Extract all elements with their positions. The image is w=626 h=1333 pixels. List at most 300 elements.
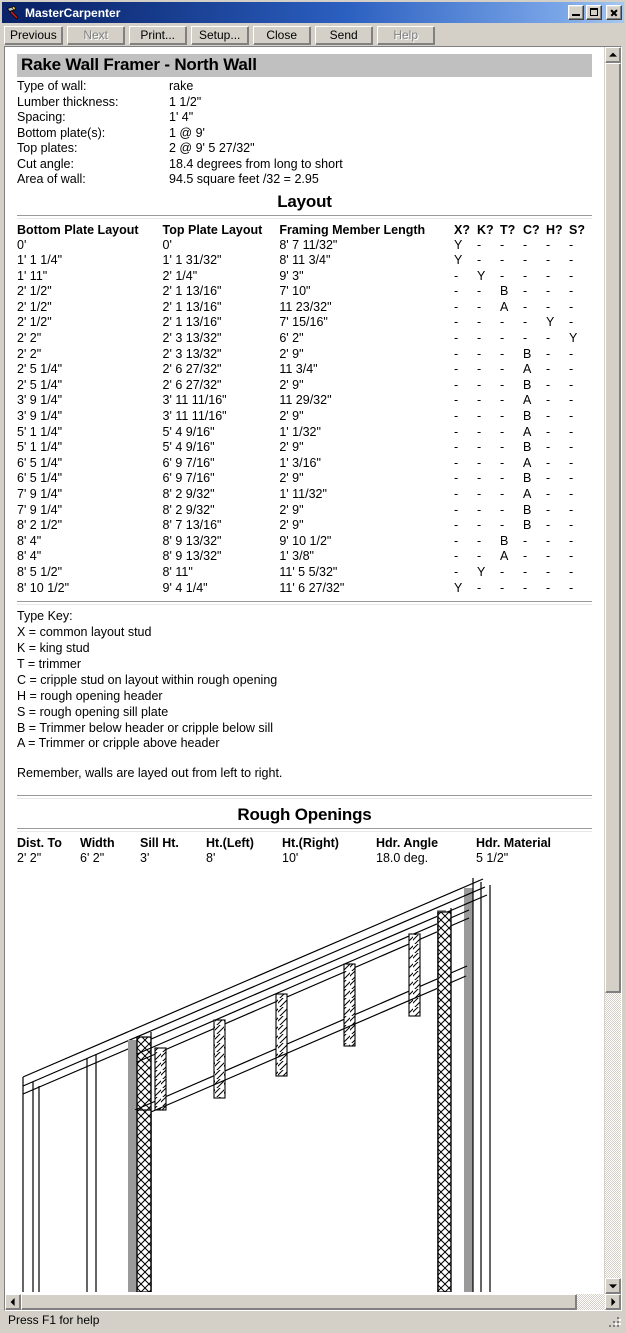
flag-cell: -: [454, 487, 459, 501]
flag-cell: A: [523, 487, 532, 501]
flag-cell: -: [477, 580, 482, 595]
close-button-toolbar[interactable]: Close: [253, 26, 311, 45]
flag-cell: -: [546, 409, 551, 424]
cell-top-plate: 0': [162, 237, 172, 252]
flag-cell: -: [454, 549, 459, 564]
cell-top-plate: 8' 11": [162, 564, 193, 579]
flag-cell: -: [569, 253, 574, 268]
window-controls: [568, 5, 622, 20]
chevron-down-icon: [609, 1284, 617, 1288]
flag-cell: -: [523, 268, 528, 283]
table-row: [17, 269, 592, 285]
flag-cell: -: [546, 440, 551, 455]
cell-bottom-plate: 5' 1 1/4": [17, 424, 63, 439]
type-key-item: B = Trimmer below header or cripple below sill: [17, 720, 274, 735]
cell-flags: [454, 378, 592, 394]
column-header-height-right: Ht.(Right): [282, 836, 339, 851]
resize-grip-icon[interactable]: [608, 1315, 622, 1329]
cell-flags: [454, 347, 592, 363]
flag-cell: -: [546, 362, 551, 377]
minimize-icon: [572, 14, 580, 16]
flag-cell: -: [454, 564, 459, 579]
cell-bottom-plate: 2' 1/2": [17, 299, 52, 314]
flag-cell: -: [523, 299, 528, 314]
cell-height-right: 10': [282, 851, 299, 866]
spec-row: [17, 110, 592, 126]
flag-cell: -: [454, 409, 459, 424]
flag-cell: Y: [546, 315, 555, 330]
cell-flags: [454, 471, 592, 487]
flag-cell: -: [546, 471, 551, 486]
cell-framing-length: 11 29/32": [279, 393, 332, 408]
minimize-button[interactable]: [568, 5, 584, 20]
layout-table-body: [17, 238, 592, 597]
flag-cell: -: [500, 268, 505, 283]
cell-flags: [454, 253, 592, 269]
flag-cell: -: [546, 487, 551, 501]
cell-bottom-plate: 8' 10 1/2": [17, 580, 70, 595]
flag-cell: -: [523, 564, 528, 579]
cell-top-plate: 8' 7 13/16": [162, 518, 222, 533]
cell-framing-length: 11' 6 27/32": [279, 580, 345, 595]
cell-framing-length: 2' 9": [279, 502, 304, 517]
cell-top-plate: 2' 1 13/16": [162, 315, 222, 330]
flag-cell: -: [454, 362, 459, 377]
cell-flags: [454, 300, 592, 316]
cell-bottom-plate: 2' 5 1/4": [17, 362, 63, 377]
close-icon: [607, 6, 621, 19]
flag-cell: -: [569, 393, 574, 408]
table-row: [17, 253, 592, 269]
cell-bottom-plate: 8' 5 1/2": [17, 564, 63, 579]
rake-wall-framing-elevation-drawing: [17, 872, 592, 1294]
flag-cell: -: [500, 253, 505, 268]
flag-cell: -: [454, 455, 459, 470]
column-header-top-plate: Top Plate Layout: [162, 222, 263, 237]
table-row: [17, 456, 592, 472]
cell-top-plate: 2' 6 27/32": [162, 377, 222, 392]
spec-row: [17, 79, 592, 95]
flag-cell: -: [500, 315, 505, 330]
column-header-header-material: Hdr. Material: [476, 836, 552, 851]
flag-cell: B: [523, 502, 532, 517]
flag-cell: -: [569, 315, 574, 330]
cell-framing-length: 8' 11 3/4": [279, 253, 331, 268]
cell-flags: [454, 284, 592, 300]
flag-cell: -: [569, 564, 574, 579]
flag-cell: -: [546, 284, 551, 299]
cell-bottom-plate: 2' 2": [17, 331, 42, 346]
flag-cell: B: [523, 409, 532, 424]
flag-header-t: T?: [500, 222, 516, 237]
flag-cell: -: [569, 487, 574, 501]
table-row: [17, 347, 592, 363]
vertical-scroll-thumb[interactable]: [605, 63, 621, 993]
table-row: [17, 549, 592, 565]
cell-top-plate: 6' 9 7/16": [162, 455, 215, 470]
table-row: [17, 581, 592, 597]
cell-top-plate: 8' 2 9/32": [162, 487, 215, 501]
column-header-width: Width: [80, 836, 115, 851]
flag-cell: -: [477, 331, 482, 346]
type-key-item: T = trimmer: [17, 656, 82, 671]
cell-bottom-plate: 1' 11": [17, 268, 48, 283]
flag-cell: -: [477, 284, 482, 299]
toolbar: [2, 23, 624, 46]
table-row: [17, 534, 592, 550]
cell-bottom-plate: 6' 5 1/4": [17, 471, 63, 486]
cell-bottom-plate: 8' 4": [17, 549, 42, 564]
spec-row: [17, 95, 592, 111]
flag-cell: B: [523, 518, 532, 533]
cell-header-material: 5 1/2": [476, 851, 509, 866]
flag-cell: A: [500, 549, 509, 564]
flag-cell: Y: [454, 580, 463, 595]
flag-cell: -: [477, 424, 482, 439]
table-row: [17, 503, 592, 519]
flag-cell: B: [523, 377, 532, 392]
spec-label: Spacing:: [17, 110, 66, 124]
flag-cell: -: [500, 377, 505, 392]
hammer-icon: [5, 5, 21, 21]
spec-value: 1' 4": [169, 110, 194, 124]
cell-flags: [454, 534, 592, 550]
cell-flags: [454, 362, 592, 378]
flag-cell: -: [523, 331, 528, 346]
flag-cell: -: [454, 268, 459, 283]
help-button: Help: [377, 26, 435, 45]
status-message: Press F1 for help: [8, 1313, 100, 1327]
flag-cell: -: [454, 440, 459, 455]
cell-flags: [454, 425, 592, 441]
flag-cell: -: [569, 362, 574, 377]
type-key-item: H = rough opening header: [17, 688, 163, 703]
flag-cell: -: [546, 580, 551, 595]
send-button[interactable]: Send: [315, 26, 373, 45]
cell-top-plate: 2' 3 13/32": [162, 346, 222, 361]
title-bar[interactable]: [2, 2, 624, 23]
spec-label: Bottom plate(s):: [17, 125, 106, 140]
flag-cell: -: [500, 518, 505, 533]
scroll-left-button[interactable]: [5, 1294, 21, 1310]
flag-cell: -: [569, 409, 574, 424]
cell-framing-length: 7' 10": [279, 284, 311, 299]
flag-header-s: S?: [569, 222, 585, 237]
cell-bottom-plate: 8' 4": [17, 533, 42, 548]
horizontal-scrollbar[interactable]: [5, 1294, 621, 1310]
flag-cell: A: [500, 299, 509, 314]
cell-framing-length: 2' 9": [279, 409, 304, 424]
table-row: [17, 378, 592, 394]
horizontal-scroll-thumb[interactable]: [21, 1294, 577, 1310]
spec-label: Top plates:: [17, 141, 78, 155]
type-key-title: Type Key:: [17, 609, 73, 624]
flag-cell: -: [454, 393, 459, 408]
table-row: [17, 315, 592, 331]
cell-bottom-plate: 6' 5 1/4": [17, 455, 63, 470]
flag-cell: -: [500, 455, 505, 470]
flag-cell: -: [477, 315, 482, 330]
flag-cell: -: [546, 549, 551, 564]
vertical-scrollbar[interactable]: [604, 47, 621, 1294]
spec-row: [17, 157, 592, 173]
table-header-row: [17, 223, 592, 238]
flag-cell: -: [569, 299, 574, 314]
cell-flags: [454, 456, 592, 472]
table-row: [17, 409, 592, 425]
flag-cell: Y: [477, 268, 486, 283]
cell-top-plate: 2' 6 27/32": [162, 362, 222, 377]
cell-bottom-plate: 0': [17, 237, 27, 252]
cell-flags: [454, 565, 592, 581]
flag-cell: -: [546, 377, 551, 392]
flag-cell: -: [454, 424, 459, 439]
column-header-header-angle: Hdr. Angle: [376, 836, 439, 851]
flag-cell: -: [569, 549, 574, 564]
flag-cell: -: [546, 299, 551, 314]
cell-sill-height: 3': [140, 851, 150, 866]
flag-cell: -: [523, 549, 528, 564]
cell-framing-length: 8' 7 11/32": [279, 237, 338, 252]
flag-cell: -: [500, 409, 505, 424]
scroll-up-button[interactable]: [605, 47, 621, 63]
cell-height-left: 8': [206, 851, 216, 866]
flag-cell: -: [500, 346, 505, 361]
flag-cell: -: [523, 253, 528, 268]
flag-cell: -: [500, 502, 505, 517]
vertical-scroll-track[interactable]: [605, 993, 621, 1278]
report-page: [5, 47, 604, 1294]
cell-top-plate: 3' 11 11/16": [162, 393, 227, 408]
cell-flags: [454, 393, 592, 409]
cell-framing-length: 11 3/4": [279, 362, 318, 377]
flag-cell: Y: [454, 253, 463, 268]
cell-top-plate: 8' 2 9/32": [162, 502, 215, 517]
flag-cell: -: [523, 315, 528, 330]
flag-cell: B: [523, 471, 532, 486]
flag-cell: -: [546, 346, 551, 361]
flag-cell: -: [454, 331, 459, 346]
flag-cell: Y: [569, 331, 578, 346]
flag-cell: A: [523, 424, 532, 439]
flag-cell: B: [500, 533, 509, 548]
cell-framing-length: 1' 3/16": [279, 455, 321, 470]
flag-cell: -: [546, 533, 551, 548]
flag-cell: -: [477, 518, 482, 533]
flag-cell: -: [477, 393, 482, 408]
flag-header-h: H?: [546, 222, 563, 237]
scroll-down-button[interactable]: [605, 1278, 621, 1294]
flag-cell: A: [523, 362, 532, 377]
close-button[interactable]: [606, 5, 622, 20]
flag-cell: A: [523, 393, 532, 408]
spec-value: 1 @ 9': [169, 125, 205, 140]
cell-flags: [454, 503, 592, 519]
chevron-right-icon: [611, 1298, 615, 1306]
chevron-left-icon: [11, 1298, 15, 1306]
flag-cell: -: [546, 237, 551, 252]
divider: [17, 215, 592, 219]
flag-cell: -: [523, 533, 528, 548]
spec-label: Type of wall:: [17, 79, 87, 93]
type-key-item: C = cripple stud on layout within rough opening: [17, 672, 278, 687]
flag-cell: -: [569, 346, 574, 361]
column-header-dist-to: Dist. To: [17, 836, 62, 851]
flag-cell: -: [454, 533, 459, 548]
flag-header-x: X?: [454, 222, 470, 237]
cell-framing-length: 6' 2": [279, 331, 304, 346]
cell-bottom-plate: 1' 1 1/4": [17, 253, 63, 268]
chevron-up-icon: [609, 53, 617, 57]
cell-framing-length: 7' 15/16": [279, 315, 328, 330]
flag-cell: -: [569, 377, 574, 392]
rough-openings-table: [17, 836, 551, 866]
cell-bottom-plate: 3' 9 1/4": [17, 409, 63, 424]
cell-top-plate: 2' 3 13/32": [162, 331, 222, 346]
flag-cell: -: [500, 440, 505, 455]
cell-header-angle: 18.0 deg.: [376, 851, 429, 866]
cell-framing-length: 2' 9": [279, 377, 304, 392]
type-key-item: X = common layout stud: [17, 625, 152, 640]
cell-flags: [454, 409, 592, 425]
cell-framing-length: 9' 10 1/2": [279, 533, 332, 548]
spec-label: Lumber thickness:: [17, 94, 119, 109]
cell-top-plate: 2' 1/4": [162, 268, 198, 283]
previous-button[interactable]: Previous: [4, 26, 63, 45]
flag-cell: -: [500, 331, 505, 346]
status-bar: [2, 1311, 624, 1331]
table-row: [17, 300, 592, 316]
table-row: [17, 393, 592, 409]
flag-cell: -: [477, 346, 482, 361]
flag-cell: -: [500, 580, 505, 595]
cell-top-plate: 5' 4 9/16": [162, 440, 215, 455]
flag-cell: -: [569, 424, 574, 439]
flag-header-k: K?: [477, 222, 494, 237]
scroll-right-button[interactable]: [605, 1294, 621, 1310]
document-client-area: [4, 46, 622, 1311]
flag-cell: -: [569, 502, 574, 517]
flag-cell: -: [500, 487, 505, 501]
spec-label: Cut angle:: [17, 156, 74, 171]
spec-row: [17, 141, 592, 157]
flag-cell: -: [569, 440, 574, 455]
column-header-height-left: Ht.(Left): [206, 836, 254, 851]
flag-cell: -: [523, 580, 528, 595]
flag-cell: -: [500, 424, 505, 439]
cell-bottom-plate: 5' 1 1/4": [17, 440, 63, 455]
cell-flags: [454, 581, 592, 597]
flag-cell: -: [569, 237, 574, 252]
flag-cell: -: [546, 253, 551, 268]
flag-cell: -: [546, 502, 551, 517]
table-row: [17, 487, 592, 503]
flag-cell: -: [477, 549, 482, 564]
cell-bottom-plate: 2' 5 1/4": [17, 377, 63, 392]
cell-flags: [454, 440, 592, 456]
divider: [17, 828, 592, 832]
flag-cell: -: [523, 237, 528, 252]
setup-button[interactable]: Setup...: [191, 26, 249, 45]
maximize-button[interactable]: [586, 5, 602, 20]
flag-cell: -: [454, 346, 459, 361]
layout-heading: Layout: [277, 191, 332, 211]
table-row: [17, 425, 592, 441]
flag-cell: -: [477, 455, 482, 470]
cell-bottom-plate: 7' 9 1/4": [17, 502, 63, 517]
cell-flags: [454, 269, 592, 285]
cell-framing-length: 1' 1/32": [279, 424, 321, 439]
flag-cell: -: [477, 299, 482, 314]
wall-spec-list: [17, 79, 592, 188]
next-button: Next: [67, 26, 125, 45]
cell-framing-length: 1' 11/32": [279, 487, 327, 501]
window-title: MasterCarpenter: [25, 5, 121, 20]
cell-framing-length: 9' 3": [279, 268, 304, 283]
table-header-row: [17, 836, 551, 851]
spec-value: 18.4 degrees from long to short: [169, 156, 343, 171]
horizontal-scroll-track[interactable]: [577, 1294, 605, 1310]
type-key-item: S = rough opening sill plate: [17, 704, 169, 719]
flag-cell: -: [569, 471, 574, 486]
flag-cell: -: [477, 409, 482, 424]
cell-top-plate: 2' 1 13/16": [162, 299, 222, 314]
cell-bottom-plate: 7' 9 1/4": [17, 487, 63, 501]
rough-openings-table-body: [17, 851, 551, 866]
cell-top-plate: 6' 9 7/16": [162, 471, 215, 486]
remember-note: Remember, walls are layed out from left to right.: [17, 766, 283, 781]
flag-cell: -: [546, 268, 551, 283]
cell-top-plate: 9' 4 1/4": [162, 580, 208, 595]
flag-cell: B: [523, 346, 532, 361]
cell-framing-length: 11' 5 5/32": [279, 564, 338, 579]
spec-value: 2 @ 9' 5 27/32": [169, 141, 255, 155]
flag-cell: -: [477, 440, 482, 455]
cell-framing-length: 2' 9": [279, 440, 304, 455]
flag-cell: -: [477, 362, 482, 377]
flag-cell: -: [546, 331, 551, 346]
cell-flags: [454, 315, 592, 331]
maximize-icon: [590, 8, 598, 16]
layout-table: [17, 223, 592, 597]
flag-cell: -: [477, 533, 482, 548]
table-row: [17, 284, 592, 300]
cell-framing-length: 1' 3/8": [279, 549, 314, 564]
flag-header-c: C?: [523, 222, 540, 237]
flag-cell: B: [523, 440, 532, 455]
table-row: [17, 851, 551, 866]
flag-cell: -: [546, 518, 551, 533]
column-header-bottom-plate: Bottom Plate Layout: [17, 222, 139, 237]
table-row: [17, 331, 592, 347]
spec-value: 1 1/2": [169, 94, 202, 109]
flag-cell: -: [523, 284, 528, 299]
flag-cell: -: [454, 284, 459, 299]
print-button[interactable]: Print...: [129, 26, 187, 45]
cell-framing-length: 2' 9": [279, 518, 304, 533]
cell-top-plate: 1' 1 31/32": [162, 253, 222, 268]
cell-flags: [454, 518, 592, 534]
column-header-flags: [454, 223, 592, 238]
cell-framing-length: 2' 9": [279, 346, 304, 361]
flag-cell: -: [569, 533, 574, 548]
type-key-item: A = Trimmer or cripple above header: [17, 736, 220, 751]
cell-framing-length: 11 23/32": [279, 299, 332, 314]
spec-row: [17, 126, 592, 142]
flag-cell: -: [454, 502, 459, 517]
flag-cell: -: [500, 362, 505, 377]
flag-cell: A: [523, 455, 532, 470]
